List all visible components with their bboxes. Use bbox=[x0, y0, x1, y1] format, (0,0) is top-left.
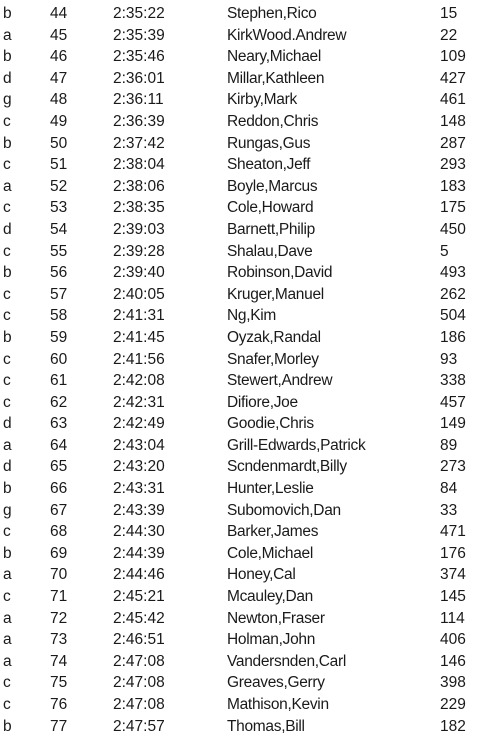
place-number: 63 bbox=[50, 415, 68, 433]
bib-number: 176 bbox=[440, 544, 466, 562]
place-number: 49 bbox=[50, 112, 68, 130]
table-row bbox=[0, 68, 500, 90]
runner-name: Sheaton,Jeff bbox=[227, 156, 311, 174]
place-number: 56 bbox=[50, 264, 68, 282]
finish-time: 2:44:30 bbox=[113, 523, 165, 541]
place-number: 59 bbox=[50, 328, 68, 346]
bib-number: 457 bbox=[440, 393, 466, 411]
table-row bbox=[0, 176, 500, 198]
finish-time: 2:39:28 bbox=[113, 242, 165, 260]
table-row bbox=[0, 586, 500, 608]
table-row bbox=[0, 46, 500, 68]
finish-time: 2:35:39 bbox=[113, 26, 165, 44]
runner-name: Robinson,David bbox=[227, 264, 333, 282]
finish-time: 2:40:05 bbox=[113, 285, 165, 303]
class-code: c bbox=[3, 307, 11, 325]
runner-name: Oyzak,Randal bbox=[227, 328, 321, 346]
bib-number: 273 bbox=[440, 458, 466, 476]
finish-time: 2:39:40 bbox=[113, 264, 165, 282]
place-number: 51 bbox=[50, 156, 68, 174]
place-number: 77 bbox=[50, 717, 68, 735]
bib-number: 406 bbox=[440, 631, 466, 649]
class-code: b bbox=[3, 544, 12, 562]
bib-number: 262 bbox=[440, 285, 466, 303]
table-row bbox=[0, 608, 500, 630]
table-row bbox=[0, 349, 500, 371]
table-row bbox=[0, 543, 500, 565]
bib-number: 145 bbox=[440, 588, 466, 606]
finish-time: 2:43:04 bbox=[113, 436, 165, 454]
runner-name: Barker,James bbox=[227, 523, 319, 541]
class-code: c bbox=[3, 112, 11, 130]
bib-number: 146 bbox=[440, 652, 466, 670]
runner-name: Thomas,Bill bbox=[227, 717, 305, 735]
bib-number: 186 bbox=[440, 328, 466, 346]
class-code: c bbox=[3, 372, 11, 390]
runner-name: Stewert,Andrew bbox=[227, 372, 333, 390]
class-code: a bbox=[3, 566, 12, 584]
runner-name: Vandersnden,Carl bbox=[227, 652, 346, 670]
finish-time: 2:39:03 bbox=[113, 220, 165, 238]
table-row bbox=[0, 435, 500, 457]
table-row bbox=[0, 327, 500, 349]
runner-name: Cole,Howard bbox=[227, 199, 314, 217]
class-code: a bbox=[3, 26, 12, 44]
finish-time: 2:43:39 bbox=[113, 501, 165, 519]
table-row bbox=[0, 89, 500, 111]
bib-number: 182 bbox=[440, 717, 466, 735]
runner-name: Reddon,Chris bbox=[227, 112, 319, 130]
runner-name: Millar,Kathleen bbox=[227, 69, 325, 87]
class-code: b bbox=[3, 480, 12, 498]
table-row bbox=[0, 392, 500, 414]
class-code: d bbox=[3, 458, 12, 476]
table-row bbox=[0, 197, 500, 219]
finish-time: 2:41:56 bbox=[113, 350, 165, 368]
bib-number: 398 bbox=[440, 674, 466, 692]
place-number: 48 bbox=[50, 91, 68, 109]
bib-number: 5 bbox=[440, 242, 449, 260]
class-code: a bbox=[3, 652, 12, 670]
runner-name: Subomovich,Dan bbox=[227, 501, 341, 519]
place-number: 47 bbox=[50, 69, 68, 87]
bib-number: 427 bbox=[440, 69, 466, 87]
finish-time: 2:44:46 bbox=[113, 566, 165, 584]
class-code: b bbox=[3, 5, 12, 22]
runner-name: Goodie,Chris bbox=[227, 415, 314, 433]
place-number: 58 bbox=[50, 307, 68, 325]
place-number: 76 bbox=[50, 696, 68, 713]
place-number: 65 bbox=[50, 458, 68, 476]
table-row bbox=[0, 456, 500, 478]
bib-number: 493 bbox=[440, 264, 466, 282]
table-row bbox=[0, 111, 500, 133]
runner-name: Neary,Michael bbox=[227, 48, 322, 66]
class-code: c bbox=[3, 588, 11, 606]
finish-time: 2:41:31 bbox=[113, 307, 165, 325]
finish-time: 2:42:31 bbox=[113, 393, 165, 411]
bib-number: 293 bbox=[440, 156, 466, 174]
table-row bbox=[0, 305, 500, 327]
finish-time: 2:36:39 bbox=[113, 112, 165, 130]
place-number: 45 bbox=[50, 26, 68, 44]
finish-time: 2:43:20 bbox=[113, 458, 165, 476]
class-code: b bbox=[3, 717, 12, 735]
class-code: b bbox=[3, 48, 12, 66]
place-number: 61 bbox=[50, 372, 68, 390]
class-code: c bbox=[3, 285, 11, 303]
runner-name: Mathison,Kevin bbox=[227, 696, 329, 713]
runner-name: Kirby,Mark bbox=[227, 91, 297, 109]
table-row bbox=[0, 651, 500, 673]
place-number: 75 bbox=[50, 674, 68, 692]
finish-time: 2:47:08 bbox=[113, 674, 165, 692]
finish-time: 2:46:51 bbox=[113, 631, 165, 649]
table-row bbox=[0, 370, 500, 392]
class-code: c bbox=[3, 242, 11, 260]
table-row bbox=[0, 133, 500, 155]
class-code: d bbox=[3, 415, 12, 433]
bib-number: 471 bbox=[440, 523, 466, 541]
finish-time: 2:43:31 bbox=[113, 480, 165, 498]
runner-name: Hunter,Leslie bbox=[227, 480, 314, 498]
table-row bbox=[0, 284, 500, 306]
class-code: c bbox=[3, 156, 11, 174]
class-code: b bbox=[3, 264, 12, 282]
finish-time: 2:47:08 bbox=[113, 696, 165, 713]
bib-number: 33 bbox=[440, 501, 458, 519]
bib-number: 374 bbox=[440, 566, 466, 584]
place-number: 57 bbox=[50, 285, 68, 303]
table-row bbox=[0, 629, 500, 651]
bib-number: 149 bbox=[440, 415, 466, 433]
bib-number: 114 bbox=[440, 609, 465, 627]
runner-name: Scndenmardt,Billy bbox=[227, 458, 347, 476]
class-code: a bbox=[3, 631, 12, 649]
bib-number: 175 bbox=[440, 199, 466, 217]
class-code: b bbox=[3, 134, 12, 152]
place-number: 54 bbox=[50, 220, 68, 238]
finish-time: 2:38:35 bbox=[113, 199, 165, 217]
place-number: 44 bbox=[50, 5, 68, 22]
place-number: 53 bbox=[50, 199, 68, 217]
place-number: 74 bbox=[50, 652, 68, 670]
table-row bbox=[0, 241, 500, 263]
bib-number: 89 bbox=[440, 436, 458, 454]
class-code: c bbox=[3, 350, 11, 368]
runner-name: Barnett,Philip bbox=[227, 220, 315, 238]
class-code: d bbox=[3, 69, 12, 87]
class-code: b bbox=[3, 328, 12, 346]
class-code: c bbox=[3, 674, 11, 692]
place-number: 71 bbox=[50, 588, 68, 606]
class-code: g bbox=[3, 501, 12, 519]
class-code: a bbox=[3, 177, 12, 195]
place-number: 64 bbox=[50, 436, 68, 454]
table-row bbox=[0, 694, 500, 716]
finish-time: 2:45:21 bbox=[113, 588, 165, 606]
class-code: a bbox=[3, 436, 12, 454]
class-code: a bbox=[3, 609, 12, 627]
bib-number: 287 bbox=[440, 134, 466, 152]
runner-name: KirkWood.Andrew bbox=[227, 26, 347, 44]
table-row bbox=[0, 478, 500, 500]
finish-time: 2:38:04 bbox=[113, 156, 165, 174]
runner-name: Mcauley,Dan bbox=[227, 588, 314, 606]
finish-time: 2:35:46 bbox=[113, 48, 165, 66]
place-number: 66 bbox=[50, 480, 68, 498]
place-number: 68 bbox=[50, 523, 68, 541]
bib-number: 93 bbox=[440, 350, 458, 368]
table-row bbox=[0, 672, 500, 694]
table-row bbox=[0, 716, 500, 738]
bib-number: 15 bbox=[440, 5, 458, 22]
finish-time: 2:47:57 bbox=[113, 717, 165, 735]
bib-number: 338 bbox=[440, 372, 466, 390]
place-number: 62 bbox=[50, 393, 68, 411]
table-row bbox=[0, 413, 500, 435]
bib-number: 84 bbox=[440, 480, 458, 498]
bib-number: 22 bbox=[440, 26, 458, 44]
finish-time: 2:42:49 bbox=[113, 415, 165, 433]
class-code: c bbox=[3, 393, 11, 411]
table-row bbox=[0, 500, 500, 522]
place-number: 72 bbox=[50, 609, 68, 627]
class-code: c bbox=[3, 199, 11, 217]
class-code: g bbox=[3, 91, 12, 109]
runner-name: Ng,Kim bbox=[227, 307, 277, 325]
place-number: 69 bbox=[50, 544, 68, 562]
finish-time: 2:45:42 bbox=[113, 609, 165, 627]
place-number: 50 bbox=[50, 134, 68, 152]
table-row bbox=[0, 262, 500, 284]
class-code: d bbox=[3, 220, 12, 238]
runner-name: Holman,John bbox=[227, 631, 316, 649]
bib-number: 461 bbox=[440, 91, 466, 109]
bib-number: 450 bbox=[440, 220, 466, 238]
place-number: 60 bbox=[50, 350, 68, 368]
table-row bbox=[0, 219, 500, 241]
class-code: c bbox=[3, 523, 11, 541]
finish-time: 2:42:08 bbox=[113, 372, 165, 390]
runner-name: Newton,Fraser bbox=[227, 609, 325, 627]
bib-number: 183 bbox=[440, 177, 466, 195]
finish-time: 2:35:22 bbox=[113, 5, 165, 22]
results-table bbox=[0, 3, 500, 737]
table-row bbox=[0, 3, 500, 25]
runner-name: Honey,Cal bbox=[227, 566, 296, 584]
bib-number: 109 bbox=[440, 48, 466, 66]
finish-time: 2:44:39 bbox=[113, 544, 165, 562]
place-number: 52 bbox=[50, 177, 68, 195]
place-number: 73 bbox=[50, 631, 68, 649]
finish-time: 2:36:11 bbox=[113, 91, 164, 109]
table-row bbox=[0, 521, 500, 543]
runner-name: Difiore,Joe bbox=[227, 393, 298, 411]
bib-number: 229 bbox=[440, 696, 466, 713]
place-number: 70 bbox=[50, 566, 68, 584]
runner-name: Shalau,Dave bbox=[227, 242, 313, 260]
runner-name: Rungas,Gus bbox=[227, 134, 311, 152]
table-row bbox=[0, 154, 500, 176]
finish-time: 2:41:45 bbox=[113, 328, 165, 346]
runner-name: Kruger,Manuel bbox=[227, 285, 324, 303]
bib-number: 504 bbox=[440, 307, 466, 325]
table-row bbox=[0, 564, 500, 586]
place-number: 55 bbox=[50, 242, 68, 260]
bib-number: 148 bbox=[440, 112, 466, 130]
finish-time: 2:37:42 bbox=[113, 134, 165, 152]
runner-name: Boyle,Marcus bbox=[227, 177, 318, 195]
runner-name: Greaves,Gerry bbox=[227, 674, 325, 692]
place-number: 46 bbox=[50, 48, 68, 66]
table-row bbox=[0, 25, 500, 47]
place-number: 67 bbox=[50, 501, 68, 519]
finish-time: 2:47:08 bbox=[113, 652, 165, 670]
runner-name: Stephen,Rico bbox=[227, 5, 317, 22]
runner-name: Grill-Edwards,Patrick bbox=[227, 436, 366, 454]
class-code: c bbox=[3, 696, 11, 713]
runner-name: Snafer,Morley bbox=[227, 350, 319, 368]
finish-time: 2:38:06 bbox=[113, 177, 165, 195]
runner-name: Cole,Michael bbox=[227, 544, 313, 562]
finish-time: 2:36:01 bbox=[113, 69, 165, 87]
